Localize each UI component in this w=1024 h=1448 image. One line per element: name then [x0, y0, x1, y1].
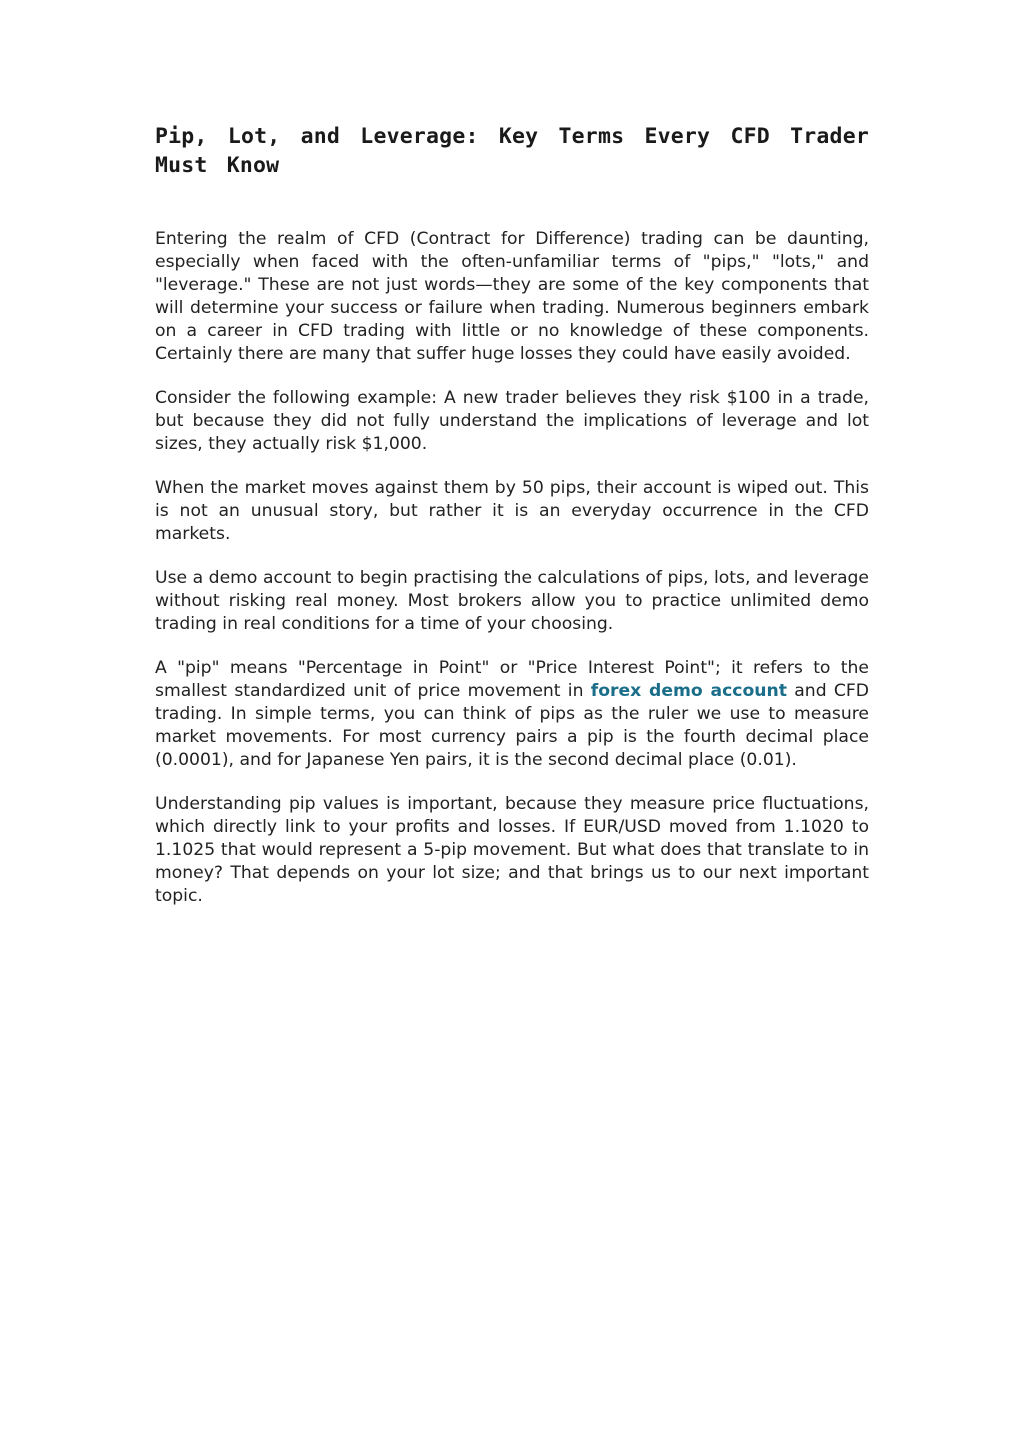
document-title: Pip, Lot, and Leverage: Key Terms Every CFD Trader Must Know — [155, 124, 869, 178]
intro-paragraph: Entering the realm of CFD (Contract for Difference) trading can be daunting, especially when faced with the often-unfamiliar terms of "pips," "lots," and "leverage." These are not just words—they are some of the key components that will determine your success or failure when trading. Numerous beginners embark on a career in CFD trading with little or no knowledge of these components. Certainly there are many that suffer huge losses they could have easily avoided. — [155, 229, 869, 364]
demo-paragraph: Use a demo account to begin practising the calculations of pips, lots, and leverage without risking real money. Most brokers allow you to practice unlimited demo trading in real conditions for a time of your choosing. — [155, 568, 869, 634]
example-paragraph: Consider the following example: A new trader believes they risk $100 in a trade, but because they did not fully understand the implications of leverage and lot sizes, they actually risk $1,000. — [155, 388, 869, 454]
pip-paragraph-text-before: A "pip" means "Percentage in Point" or "Price Interest Point"; it refers to the smallest standardized unit of price movement in — [155, 658, 869, 701]
market-paragraph: When the market moves against them by 50 pips, their account is wiped out. This is not an unusual story, but rather it is an everyday occurrence in the CFD markets. — [155, 478, 869, 544]
document-page — [155, 122, 869, 929]
pip-paragraph-text-after: and CFD trading. In simple terms, you can think of pips as the ruler we use to measure market movements. For most currency pairs a pip is the fourth decimal place (0.0001), and for Japanese Yen pairs, it is the second decimal place (0.01). — [155, 681, 870, 770]
forex-demo-account-link[interactable]: forex demo account — [590, 681, 787, 701]
pip-paragraph — [155, 657, 869, 772]
pip-values-paragraph: Understanding pip values is important, because they measure price fluctuations, which directly link to your profits and losses. If EUR/USD moved from 1.1020 to 1.1025 that would represent a 5-pip movement. But what does that translate to in money? That depends on your lot size; and that brings us to our next important topic. — [155, 794, 869, 906]
